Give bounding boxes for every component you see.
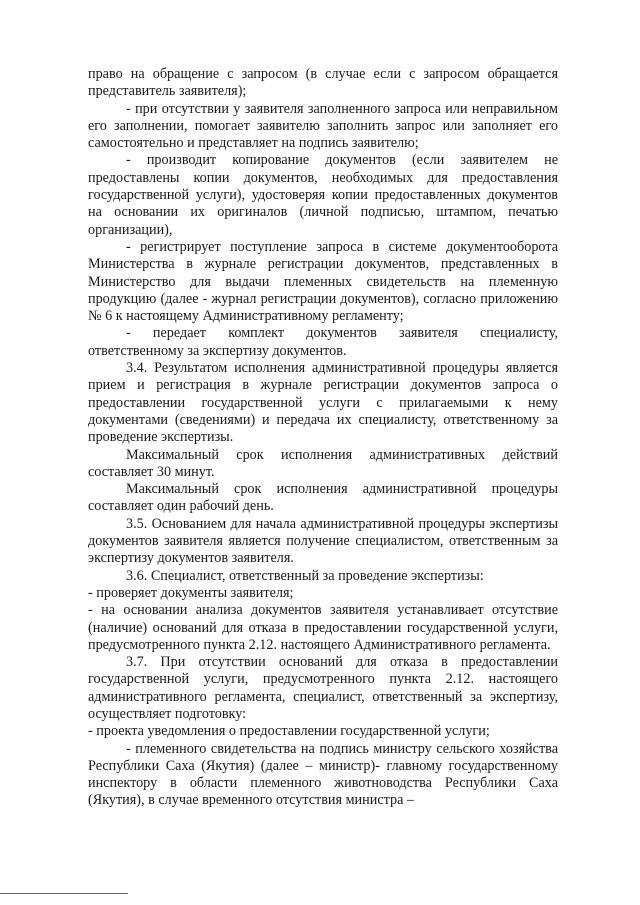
paragraph-breeding-certificate: - племенного свидетельства на подпись министру сельского хозяйства Республики Саха (Якутия) (далее – министр)- главному государственному инспектору в области племенного животноводства Республики Саха (Якутия), в случае временного отсутствия министра – — [88, 740, 558, 809]
paragraph-section-3-4: 3.4. Результатом исполнения административной процедуры является прием и регистрация в журнале регистрации документов запроса о предоставлении государственной услуги с прилагаемыми к нему документами (сведениями) и передача их специалисту, ответственному за проведение экспертизы. — [88, 360, 558, 446]
paragraph-analysis: - на основании анализа документов заявителя устанавливает отсутствие (наличие) оснований для отказа в предоставлении государственной услуги, предусмотренного пункта 2.12. настоящего Административного регламента. — [88, 602, 558, 653]
paragraph-section-3-7: 3.7. При отсутствии оснований для отказа в предоставлении государственной услуги, предусмотренного пункта 2.12. настоящего административного регламента, специалист, ответственный за экспертизу, осуществляет подготовку: — [88, 654, 558, 722]
paragraph-copy-documents: - производит копирование документов (если заявителем не предоставлены копии документов, необходимых для предоставления государственной услуги), удостоверяя копии предоставленных документов на основании их оригиналов (личной подписью, штампом, печатью организации), — [88, 152, 558, 238]
paragraph-transfer-documents: - передает комплект документов заявителя специалисту, ответственному за экспертизу документов. — [88, 325, 558, 359]
paragraph-check-documents: - проверяет документы заявителя; — [88, 584, 294, 601]
paragraph-max-time-actions: Максимальный срок исполнения административных действий составляет 30 минут. — [88, 446, 558, 480]
paragraph-fill-request: - при отсутствии у заявителя заполненного запроса или неправильном его заполнении, помогает заявителю заполнить запрос или заполняет его самостоятельно и представляет на подпись заявителю; — [88, 100, 558, 152]
footnote-separator — [0, 893, 128, 894]
paragraph-section-3-6: 3.6. Специалист, ответственный за проведение экспертизы: — [126, 567, 484, 584]
paragraph-section-3-5: 3.5. Основанием для начала административной процедуры экспертизы документов заявителя является получение специалистом, ответственным за экспертизу документов заявителя. — [88, 515, 558, 567]
document-body — [88, 66, 558, 810]
paragraph-continuation: право на обращение с запросом (в случае если с запросом обращается представитель заявителя); — [88, 66, 558, 100]
paragraph-max-time-procedure: Максимальный срок исполнения административной процедуры составляет один рабочий день. — [88, 481, 558, 515]
paragraph-register-request: - регистрирует поступление запроса в системе документооборота Министерства в журнале регистрации документов, представленных в Министерство для выдачи племенных свидетельств на племенную продукцию (далее - журнал регистрации документов), согласно приложению № 6 к настоящему Административному регламенту; — [88, 238, 558, 325]
paragraph-notification-draft: - проекта уведомления о предоставлении государственной услуги; — [88, 723, 490, 740]
